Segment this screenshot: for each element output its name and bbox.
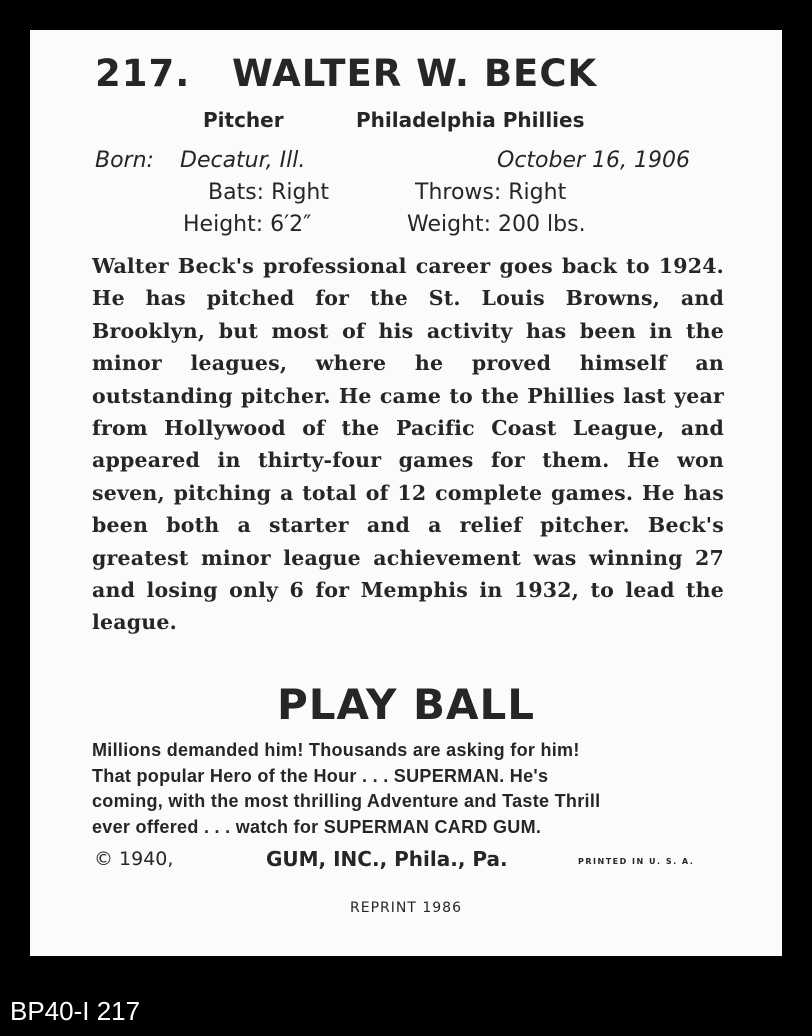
reprint-note: REPRINT 1986 [350,900,462,916]
play-ball-title: PLAY BALL [276,680,536,729]
ad-line: ever offered . . . watch for SUPERMAN CARD GUM. [92,816,542,837]
player-position: Pitcher [203,108,284,132]
born-place: Decatur, Ill. [180,148,306,173]
catalog-caption: BP40-I 217 [10,996,141,1026]
publisher: GUM, INC., Phila., Pa. [266,847,508,871]
height-stat: Height: 6′2″ [183,212,312,237]
born-label: Born: [95,148,154,173]
player-biography: Walter Beck's professional career goes back to 1924. He has pitched for the St. Louis Browns, and Brooklyn, but most of his activity has been in the minor leagues, where he proved himself an outstanding pitcher. He came to the Phillies last year from Hollywood of the Pacific Coast League, and appeared in thirty-four games for them. He won seven, pitching a total of 12 complete games. He has been both a starter and a relief pitcher. Beck's greatest minor league achievement was winning 27 and losing only 6 for Memphis in 1932, to lead the league. [92,254,724,635]
printed-in-usa: PRINTED IN U. S. A. [578,857,695,866]
bats-stat: Bats: Right [208,180,329,205]
copyright-notice: © 1940, [94,848,174,870]
baseball-card-back [30,30,782,956]
weight-stat: Weight: 200 lbs. [407,212,586,237]
player-team: Philadelphia Phillies [356,108,585,132]
birth-date: October 16, 1906 [497,148,691,173]
player-name: WALTER W. BECK [232,52,598,95]
ad-line: Millions demanded him! Thousands are asking for him! [92,740,580,760]
throws-stat: Throws: Right [415,180,567,205]
card-number: 217. [95,52,191,95]
superman-advertisement [92,738,724,840]
ad-line: coming, with the most thrilling Adventure and Taste Thrill [92,791,601,811]
ad-line: That popular Hero of the Hour . . . SUPERMAN. He's [92,765,549,786]
